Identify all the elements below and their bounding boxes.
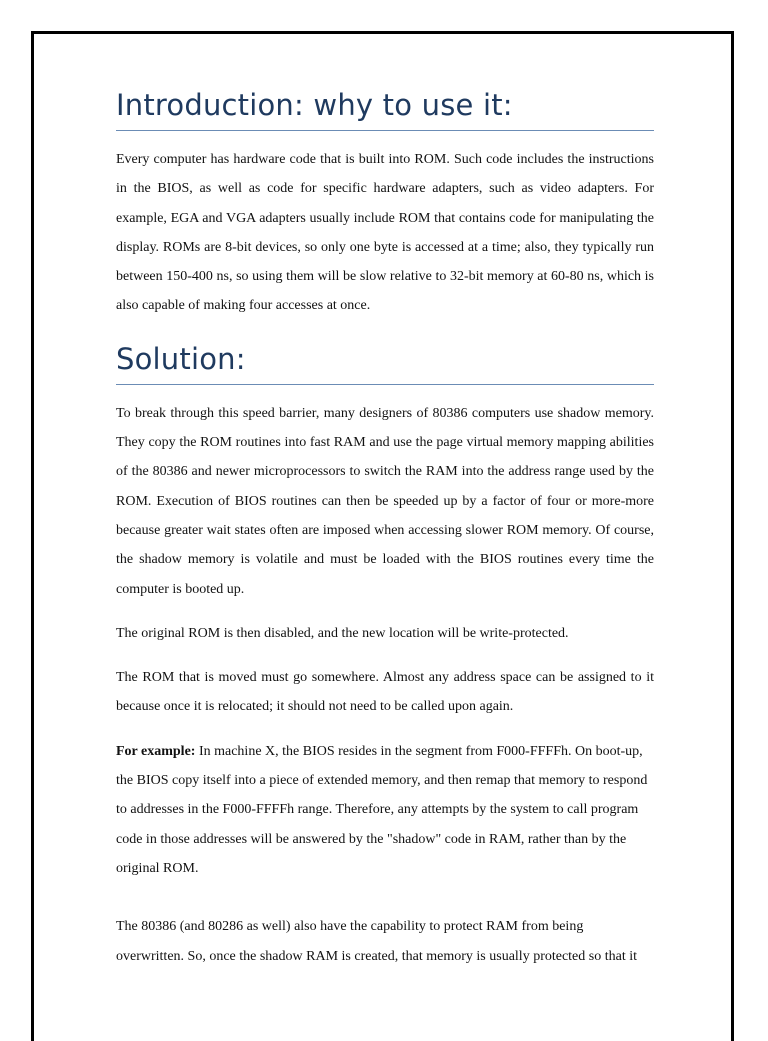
paragraph-shadow-memory: To break through this speed barrier, many designers of 80386 computers use shadow memory. They copy the ROM routines into fast RAM and use the page virtual memory mapping abilities of the 80386 and newer microprocessors to switch the RAM into the address range used by the ROM. Execution of BIOS routines can then be speeded up by a factor of four or more-more because greater wait states often are imposed when accessing slower ROM memory. Of course, the shadow memory is volatile and must be loaded with the BIOS routines every time the computer is booted up. — [116, 405, 654, 597]
paragraph-protect-ram: The 80386 (and 80286 as well) also have the capability to protect RAM from being overwritten. So, once the shadow RAM is created, that memory is usually protected so that it — [116, 919, 637, 964]
paragraph-rom-disabled: The original ROM is then disabled, and the new location will be write-protected. — [116, 625, 569, 641]
example-text: In machine X, the BIOS resides in the segment from F000-FFFFh. On boot-up, the BIOS copy itself into a piece of extended memory, and then remap that memory to respond to addresses in the F000-FFFFh range. Therefore, any attempts by the system to call program code in those addresses will be answered by the "shadow" code in RAM, rather than by the original ROM. — [116, 743, 648, 876]
heading-introduction: Introduction: why to use it: — [116, 86, 654, 131]
paragraph-example — [116, 737, 654, 883]
paragraph-rom-moved: The ROM that is moved must go somewhere. Almost any address space can be assigned to it because once it is relocated; it should not need to be called upon again. — [116, 670, 654, 715]
document-body — [116, 86, 654, 971]
paragraph-introduction: Every computer has hardware code that is built into ROM. Such code includes the instructions in the BIOS, as well as code for specific hardware adapters, such as video adapters. For example, EGA and VGA adapters usually include ROM that contains code for manipulating the display. ROMs are 8-bit devices, so only one byte is accessed at a time; also, they typically run between 150-400 ns, so using them will be slow relative to 32-bit memory at 60-80 ns, which is also capable of making four accesses at once. — [116, 152, 654, 314]
example-label: For example: — [116, 743, 196, 759]
heading-solution: Solution: — [116, 340, 654, 385]
